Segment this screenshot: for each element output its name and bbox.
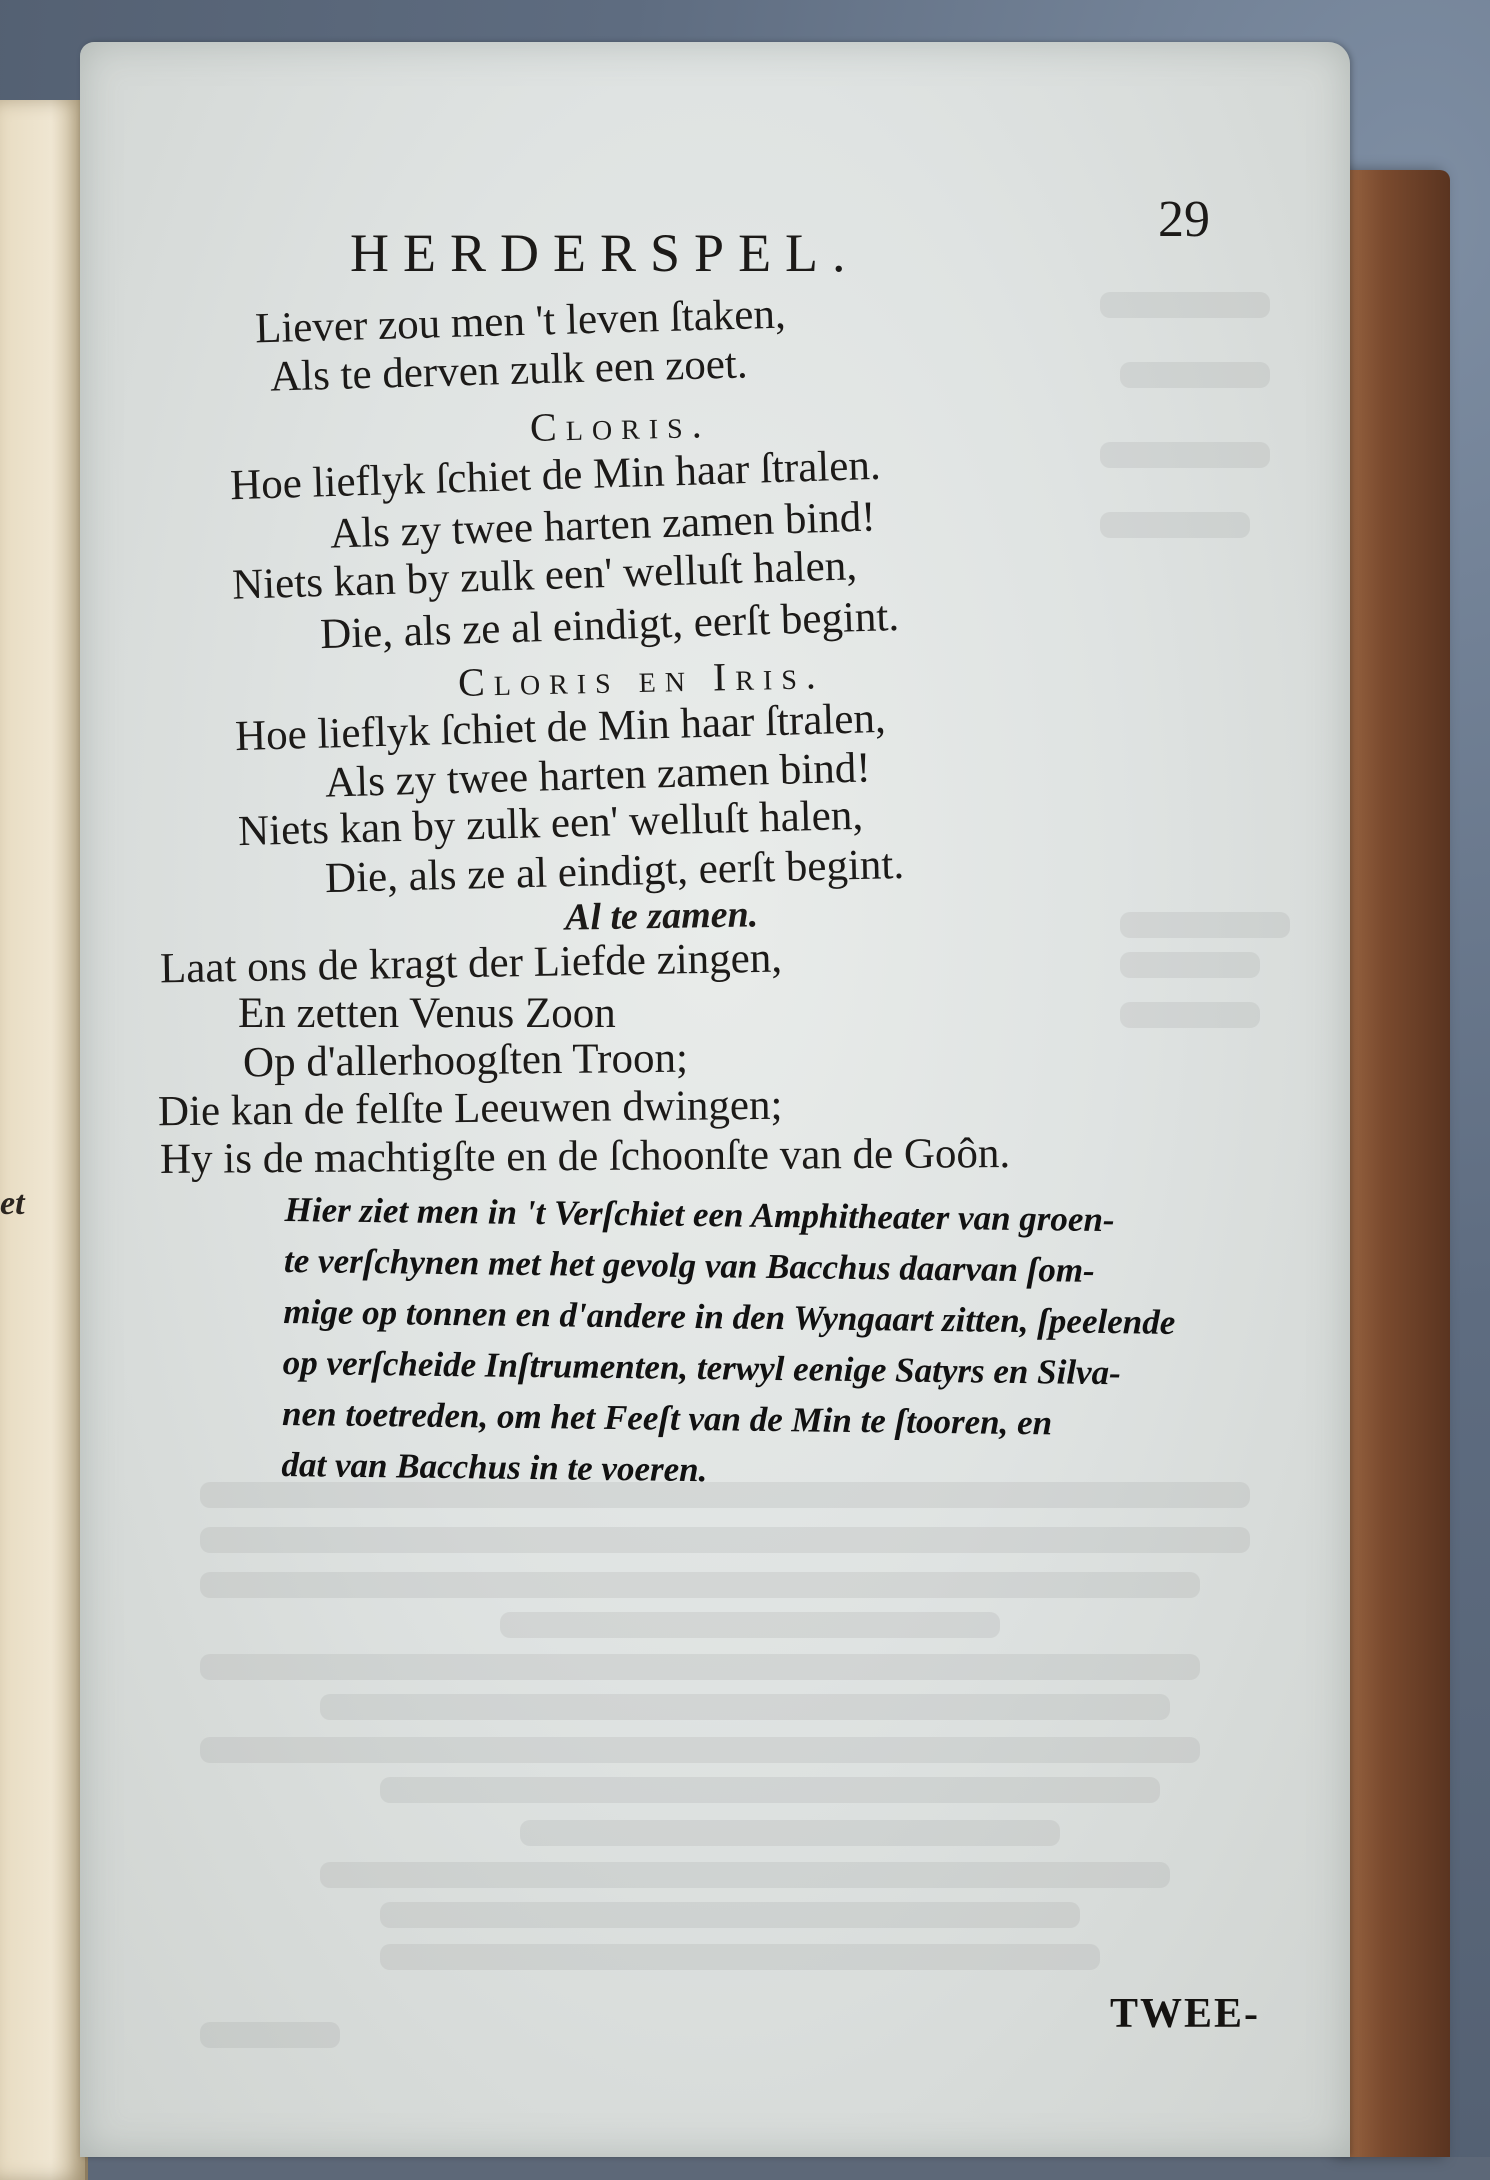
verse-line: En zetten Venus Zoon <box>238 990 616 1037</box>
book-spine <box>1340 170 1450 2157</box>
verse-line: Niets kan by zulk een' welluſt halen, <box>231 542 858 609</box>
verse-line: Op d'allerhoogſten Troon; <box>242 1034 689 1087</box>
stage-direction-line: Hier ziet men in 't Verſchiet een Amphitheater van groen- <box>284 1189 1115 1240</box>
speaker-name: Cloris en Iris. <box>457 652 826 705</box>
stage-direction-line: te verſchynen met het gevolg van Bacchus daarvan ſom- <box>283 1240 1095 1290</box>
stage-direction-line: dat van Bacchus in te voeren. <box>281 1444 708 1490</box>
verse-line: Hoe lieflyk ſchiet de Min haar ſtralen, <box>234 694 887 761</box>
page-number: 29 <box>1158 191 1210 248</box>
left-page-edge <box>0 100 88 2180</box>
book-page <box>80 42 1350 2157</box>
verse-line: Die, als ze al eindigt, eerſt begint. <box>324 840 905 903</box>
stage-direction-line: mige op tonnen en d'andere in den Wyngaart zitten, ſpeelende <box>283 1291 1176 1342</box>
running-head: HERDERSPEL. <box>350 223 860 283</box>
verse-line: Hoe lieflyk ſchiet de Min haar ſtralen. <box>229 441 882 510</box>
verse-line: Die, als ze al eindigt, eerſt begint. <box>319 592 900 659</box>
verse-line: Als zy twee harten zamen bind! <box>329 493 877 558</box>
verse-line: Hy is de machtigſte en de ſchoonſte van de Goôn. <box>159 1130 1011 1183</box>
catchword: TWEE- <box>1110 1991 1261 2037</box>
stage-direction <box>281 1184 1345 1503</box>
stage-heading: Al te zamen. <box>564 893 759 939</box>
left-page-fragment: et <box>0 1185 25 1222</box>
speaker-name: Cloris. <box>529 401 712 450</box>
verse-line: Niets kan by zulk een' welluſt halen, <box>237 791 864 856</box>
stage-direction-line: nen toetreden, om het Feeſt van de Min te ſtooren, en <box>281 1393 1053 1443</box>
verse-line: Die kan de felſte Leeuwen dwingen; <box>157 1081 783 1136</box>
verse-line: Laat ons de kragt der Liefde zingen, <box>159 934 783 993</box>
verse-line: Als te derven zulk een zoet. <box>269 340 749 401</box>
stage-direction-line: op verſcheide Inſtrumenten, terwyl eenige Satyrs en Silva- <box>282 1342 1121 1393</box>
verse-line: Liever zou men 't leven ſtaken, <box>254 290 787 353</box>
verse-line: Als zy twee harten zamen bind! <box>324 744 872 807</box>
